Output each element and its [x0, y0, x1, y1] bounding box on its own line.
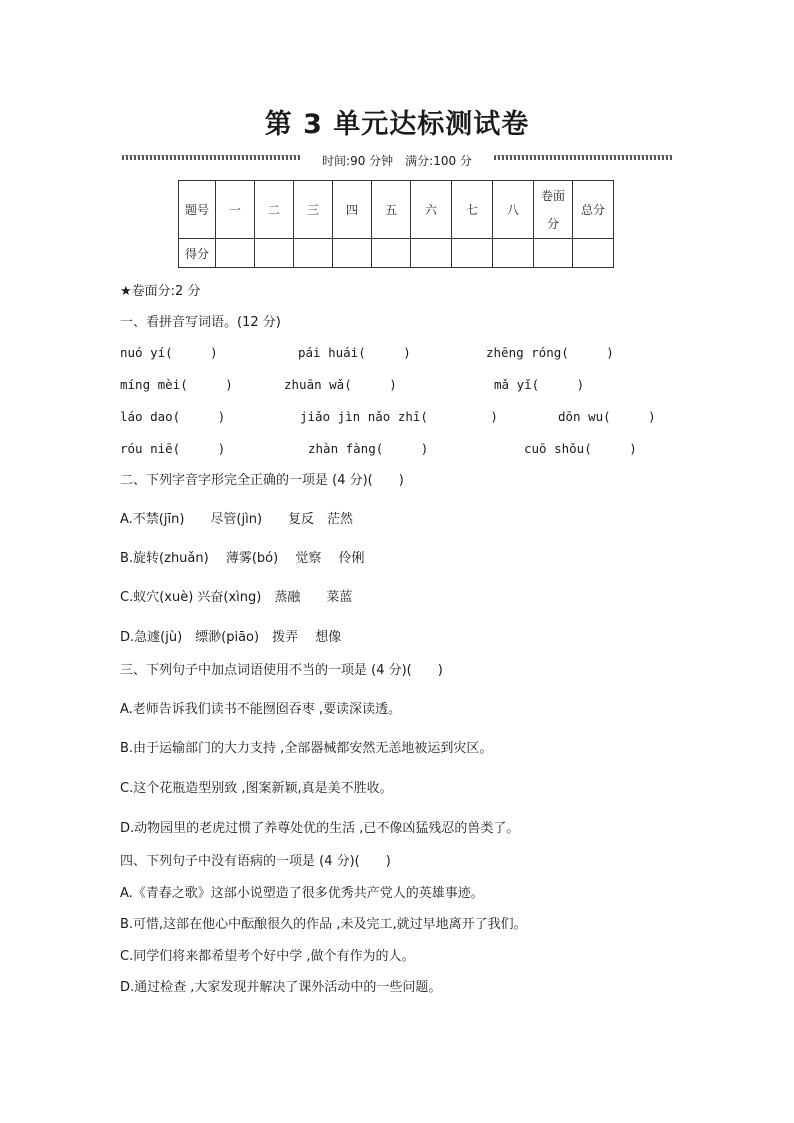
col-2: 二 [255, 181, 294, 239]
pinyin-item: míng mèi( ) [120, 377, 233, 392]
q2-option-b: B.旋转(zhuǎn) 薄雾(bó) 觉察 伶俐 [120, 551, 365, 566]
row-label-score: 得分 [179, 239, 216, 268]
score-table-header-row [179, 181, 614, 239]
q4-option-a: A.《青春之歌》这部小说塑造了很多优秀共产党人的英雄事迹。 [120, 886, 484, 901]
pinyin-item: zhuān wǎ( ) [284, 377, 397, 392]
score-table [178, 180, 614, 268]
pinyin-item: pái huái( ) [298, 345, 411, 360]
q4-option-b: B.可惜,这部在他心中酝酿很久的作品 ,未及完工,就过早地离开了我们。 [120, 917, 527, 932]
q3-option-a: A.老师告诉我们读书不能囫囵吞枣 ,要读深读透。 [120, 702, 402, 717]
q3-option-d: D.动物园里的老虎过惯了养尊处优的生活 ,已不像凶猛残忍的兽类了。 [120, 821, 520, 836]
col-6: 六 [411, 181, 452, 239]
q3-heading: 三、下列句子中加点词语使用不当的一项是 (4 分)( ) [120, 663, 443, 678]
q2-option-d: D.急遽(jù) 缥渺(piāo) 拨弄 想像 [120, 630, 342, 645]
pinyin-item: jiǎo jìn nǎo zhī( ) [300, 409, 498, 424]
exam-time-score: 时间:90 分钟 满分:100 分 [322, 154, 472, 168]
pinyin-item: cuō shǒu( ) [524, 441, 637, 456]
score-cell[interactable] [255, 239, 294, 268]
neatness-note: ★卷面分:2 分 [120, 284, 201, 299]
q2-option-a: A.不禁(jīn) 尽管(jìn) 复反 茫然 [120, 512, 354, 527]
subtitle-row [122, 150, 672, 170]
pinyin-item: zhàn fàng( ) [308, 441, 429, 456]
col-8: 八 [493, 181, 534, 239]
pinyin-item: dōn wu( ) [558, 409, 656, 424]
pinyin-item: láo dao( ) [120, 409, 226, 424]
pinyin-item: róu niē( ) [120, 441, 226, 456]
q4-option-c: C.同学们将来都希望考个好中学 ,做个有作为的人。 [120, 949, 415, 964]
score-cell[interactable] [372, 239, 411, 268]
q2-option-c: C.蚁穴(xuè) 兴奋(xìng) 蒸融 菜蓝 [120, 590, 353, 605]
score-cell[interactable] [216, 239, 255, 268]
score-cell[interactable] [333, 239, 372, 268]
pinyin-item: nuó yí( ) [120, 345, 218, 360]
col-neatness [534, 181, 573, 239]
score-cell[interactable] [534, 239, 573, 268]
col-7: 七 [452, 181, 493, 239]
q4-option-d: D.通过检查 ,大家发现并解决了课外活动中的一些问题。 [120, 980, 442, 995]
score-table-score-row [179, 239, 614, 268]
col-total: 总分 [573, 181, 614, 239]
score-cell[interactable] [493, 239, 534, 268]
score-cell[interactable] [573, 239, 614, 268]
q2-heading: 二、下列字音字形完全正确的一项是 (4 分)( ) [120, 473, 404, 488]
score-cell[interactable] [411, 239, 452, 268]
pinyin-item: zhēng róng( ) [486, 345, 614, 360]
col-4: 四 [333, 181, 372, 239]
q4-heading: 四、下列句子中没有语病的一项是 (4 分)( ) [120, 854, 391, 869]
wavy-divider-right [494, 155, 672, 160]
col-neatness-label: 卷面分 [540, 188, 565, 231]
q3-option-c: C.这个花瓶造型别致 ,图案新颖,真是美不胜收。 [120, 781, 393, 796]
col-3: 三 [294, 181, 333, 239]
q1-heading: 一、看拼音写词语。(12 分) [120, 315, 281, 330]
row-label-question-number: 题号 [179, 181, 216, 239]
q3-option-b: B.由于运输部门的大力支持 ,全部器械都安然无恙地被运到灾区。 [120, 741, 493, 756]
score-cell[interactable] [294, 239, 333, 268]
page-title: 第 3 单元达标测试卷 [264, 109, 530, 140]
col-5: 五 [372, 181, 411, 239]
pinyin-item: mǎ yǐ( ) [494, 377, 585, 392]
score-cell[interactable] [452, 239, 493, 268]
col-1: 一 [216, 181, 255, 239]
wavy-divider-left [122, 155, 300, 160]
